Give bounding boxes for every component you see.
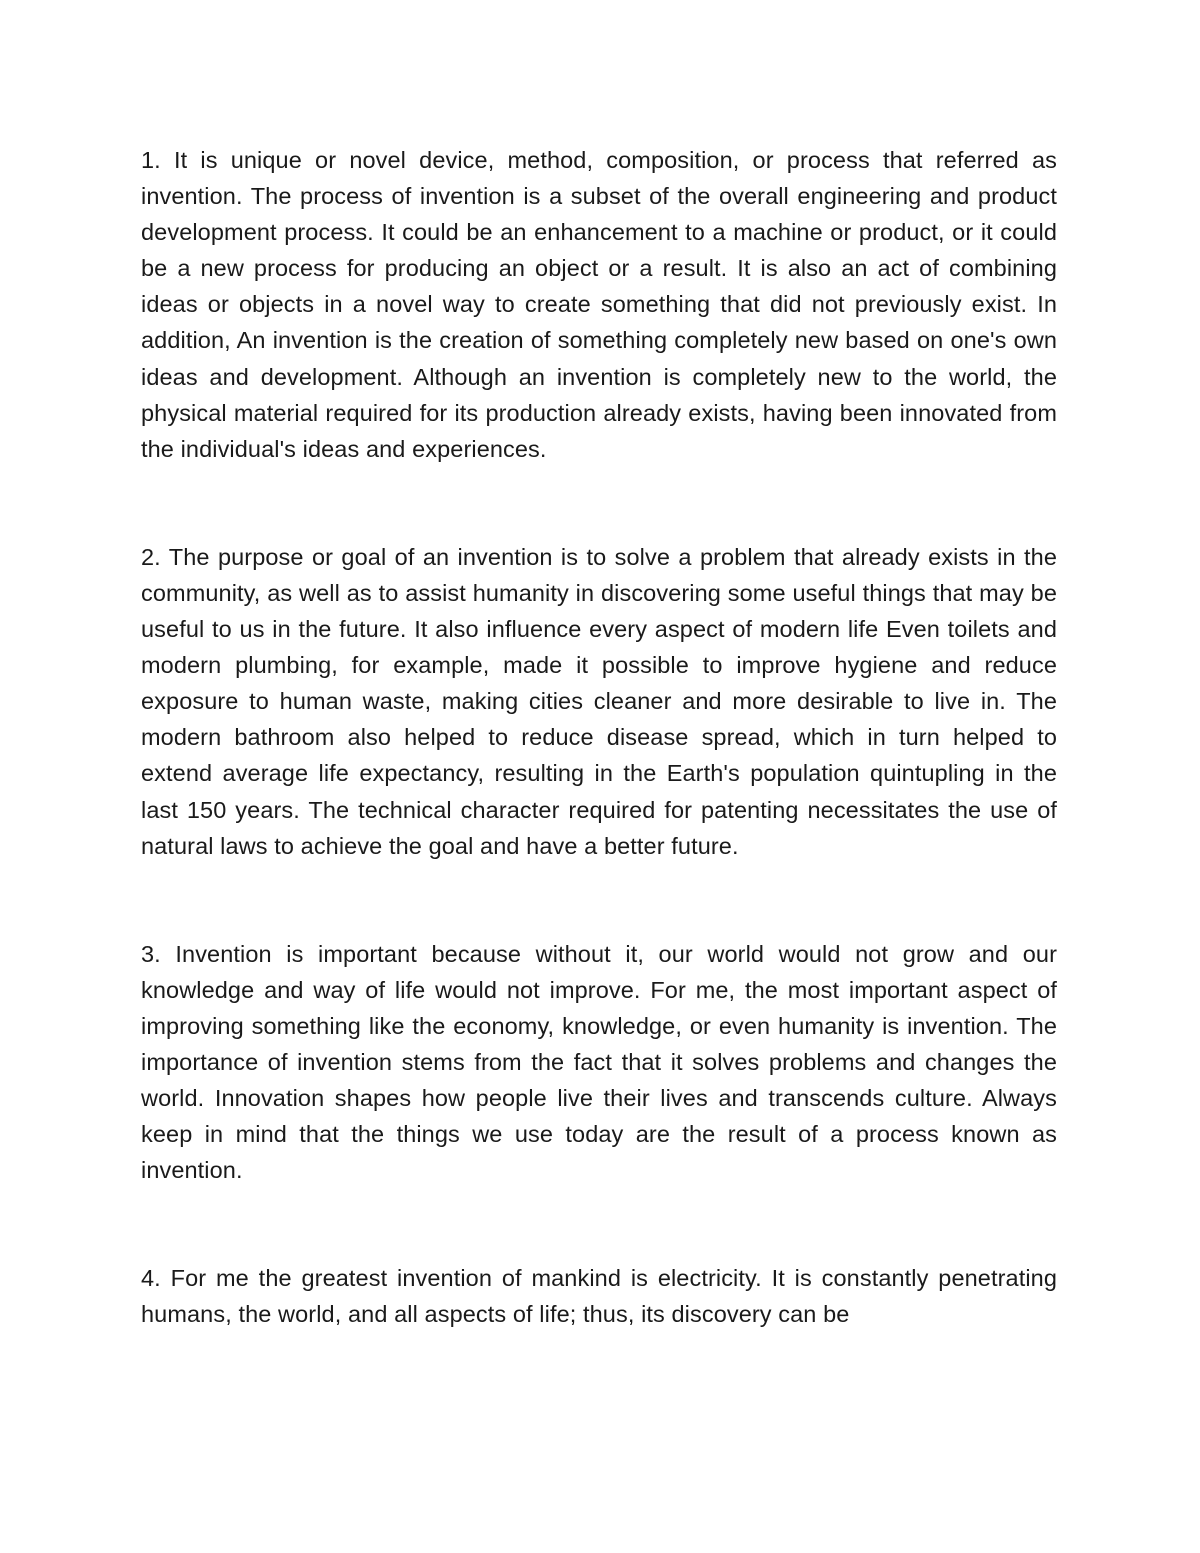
- paragraph-3: 3. Invention is important because without it, our world would not grow and our knowledge and way of life would not improve. For me, the most important aspect of improving something like the economy, knowledge, or even humanity is invention. The importance of invention stems from the fact that it solves problems and changes the world. Innovation shapes how people live their lives and transcends culture. Always keep in mind that the things we use today are the result of a process known as invention.: [141, 940, 1057, 1184]
- paragraph-1: 1. It is unique or novel device, method, composition, or process that referred as invention. The process of invention is a subset of the overall engineering and product development process. It could be an enhancement to a machine or product, or it could be a new process for producing an object or a result. It is also an act of combining ideas or objects in a novel way to create something that did not previously exist. In addition, An invention is the creation of something completely new based on one's own ideas and development. Although an invention is completely new to the world, the physical material required for its production already exists, having been innovated from the individual's ideas and experiences.: [141, 147, 1057, 462]
- paragraph-4: 4. For me the greatest invention of mankind is electricity. It is constantly penetrating humans, the world, and all aspects of life; thus, its discovery can be: [141, 1265, 1057, 1328]
- paragraph-2: 2. The purpose or goal of an invention is to solve a problem that already exists in the community, as well as to assist humanity in discovering some useful things that may be useful to us in the future. It also influence every aspect of modern life Even toilets and modern plumbing, for example, made it possible to improve hygiene and reduce exposure to human waste, making cities cleaner and more desirable to live in. The modern bathroom also helped to reduce disease spread, which in turn helped to extend average life expectancy, resulting in the Earth's population quintupling in the last 150 years. The technical character required for patenting necessitates the use of natural laws to achieve the goal and have a better future.: [141, 543, 1057, 859]
- document-body: [141, 142, 1057, 1333]
